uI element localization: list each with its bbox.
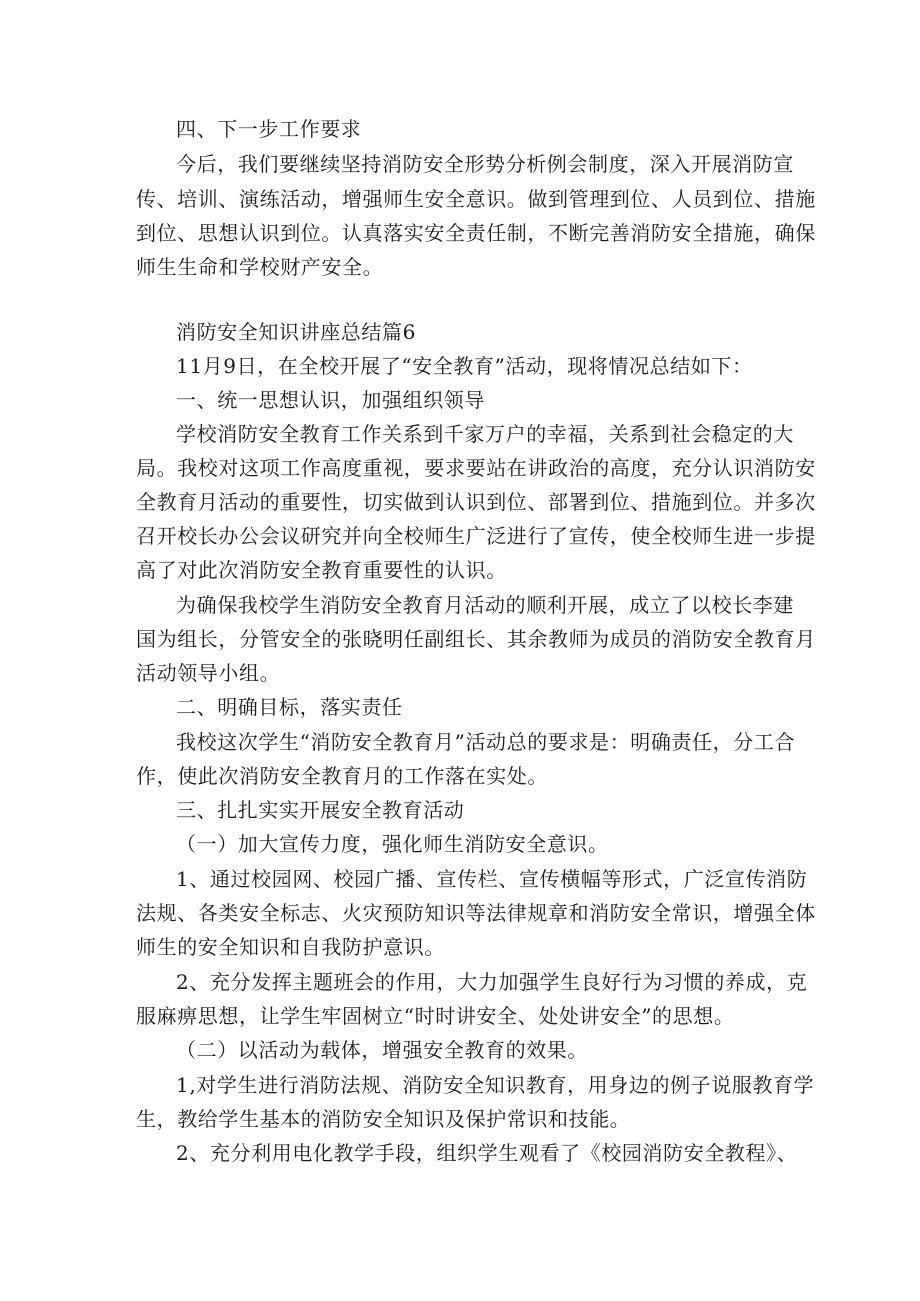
paragraph-1-line: 学校消防安全教育工作关系到千家万户的幸福，关系到社会稳定的大 [176,422,794,446]
subheading-1: 一、统一思想认识，加强组织领导 [176,388,485,412]
paragraph-3-line: 作，使此次消防安全教育月的工作落在实处。 [136,764,548,788]
section4-paragraph-line: 传、培训、演练活动，增强师生安全意识。做到管理到位、人员到位、措施 [136,187,816,211]
paragraph-2-line: 为确保我校学生消防安全教育月活动的顺利开展，成立了以校长李建 [176,593,794,617]
paragraph-1-line: 局。我校对这项工作高度重视，要求要站在讲政治的高度，充分认识消防安 [136,456,816,480]
item-1-line: 法规、各类安全标志、火灾预防知识等法律规章和消防安全常识，增强全体 [136,901,816,925]
section4-heading: 四、下一步工作要求 [176,117,362,141]
item-3-line: 生，教给学生基本的消防安全知识及保护常识和技能。 [136,1107,631,1131]
item-1-line: 师生的安全知识和自我防护意识。 [136,935,445,959]
section4-paragraph-line: 师生生命和学校财产安全。 [136,255,384,279]
paragraph-2-line: 活动领导小组。 [136,661,281,685]
subheading-3-1: （一）加大宣传力度，强化师生消防安全意识。 [176,832,609,856]
article-intro: 11月9日，在全校开展了“安全教育”活动，现将情况总结如下： [176,354,753,378]
item-1-line: 1、通过校园网、校园广播、宣传栏、宣传横幅等形式，广泛宣传消防 [176,867,808,891]
item-2-line: 服麻痹思想，让学生牢固树立“时时讲安全、处处讲安全”的思想。 [136,1004,735,1028]
paragraph-1-line: 全教育月活动的重要性，切实做到认识到位、部署到位、措施到位。并多次 [136,490,816,514]
subheading-2: 二、明确目标，落实责任 [176,695,403,719]
article-title: 消防安全知识讲座总结篇6 [176,320,416,344]
section4-paragraph-line: 今后，我们要继续坚持消防安全形势分析例会制度，深入开展消防宣 [176,152,794,176]
item-4-line: 2、充分利用电化教学手段，组织学生观看了《校园消防安全教程》、 [176,1141,798,1165]
item-3-line: 1,对学生进行消防法规、消防安全知识教育，用身边的例子说服教育学 [176,1073,815,1097]
item-2-line: 2、充分发挥主题班会的作用，大力加强学生良好行为习惯的养成，克 [176,970,808,994]
subheading-3: 三、扎扎实实开展安全教育活动 [176,798,465,822]
subheading-3-2: （二）以活动为载体，增强安全教育的效果。 [176,1038,588,1062]
paragraph-1-line: 召开校长办公会议研究并向全校师生广泛进行了宣传，使全校师生进一步提 [136,524,816,548]
section4-paragraph-line: 到位、思想认识到位。认真落实安全责任制，不断完善消防安全措施，确保 [136,221,816,245]
paragraph-3-line: 我校这次学生“消防安全教育月”活动总的要求是：明确责任，分工合 [176,730,796,754]
paragraph-2-line: 国为组长，分管安全的张晓明任副组长、其余教师为成员的消防安全教育月 [136,627,816,651]
paragraph-1-line: 高了对此次消防安全教育重要性的认识。 [136,558,507,582]
